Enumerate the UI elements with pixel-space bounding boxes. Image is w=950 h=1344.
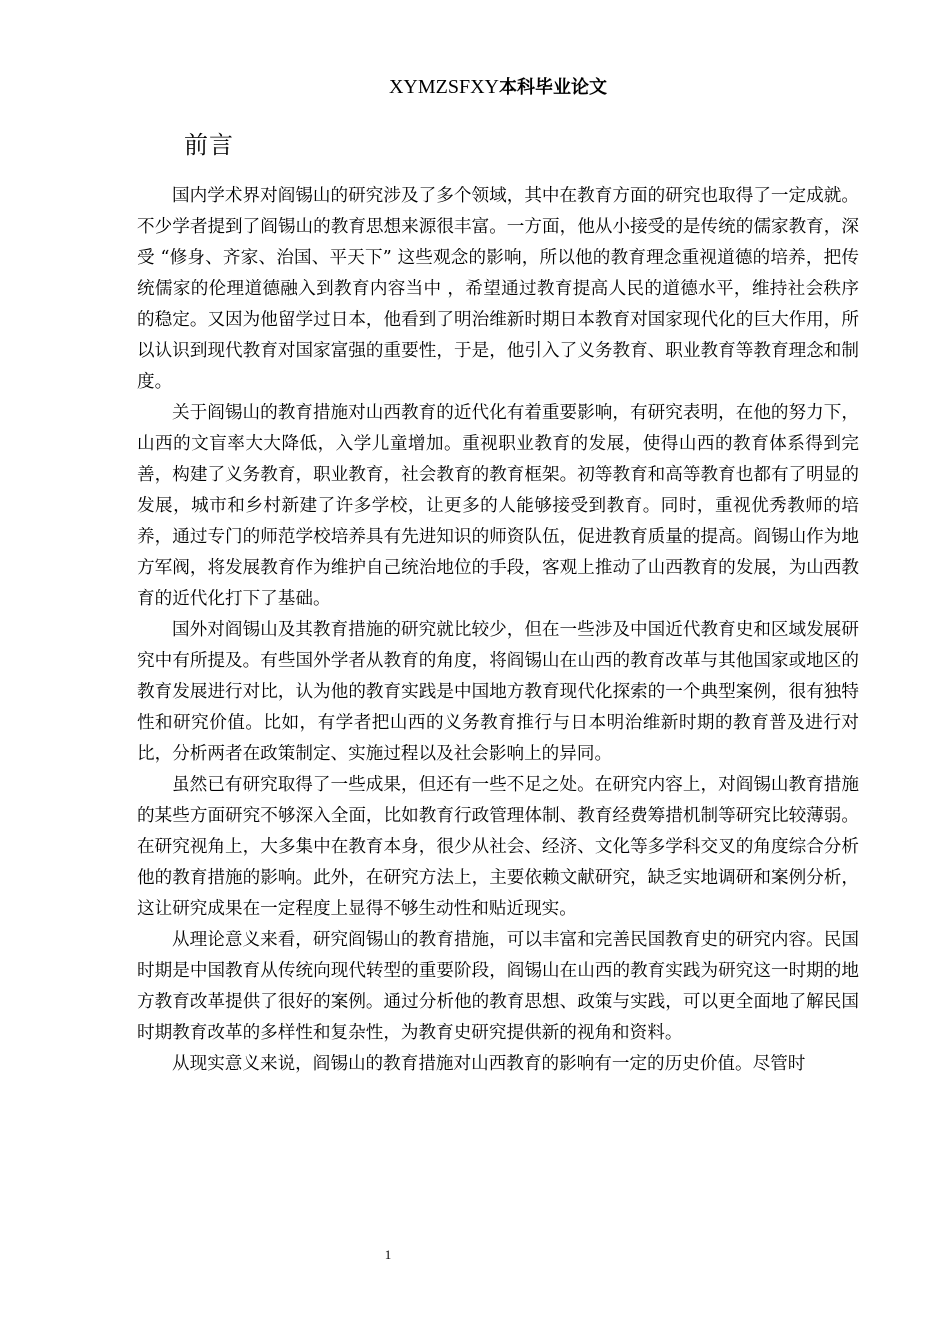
paragraph: 虽然已有研究取得了一些成果，但还有一些不足之处。在研究内容上，对阎锡山教育措施的某些方面研究不够深入全面，比如教育行政管理体制、教育经费筹措机制等研究比较薄弱。在研究视角上，大多集中在教育本身，很少从社会、经济、文化等多学科交叉的角度综合分析他的教育措施的影响。此外，在研究方法上，主要依赖文献研究，缺乏实地调研和案例分析，这让研究成果在一定程度上显得不够生动性和贴近现实。	[137, 775, 859, 919]
body-text	[137, 181, 859, 1080]
paragraph: 关于阎锡山的教育措施对山西教育的近代化有着重要影响，有研究表明，在他的努力下，山西的文盲率大大降低，入学儿童增加。重视职业教育的发展，使得山西的教育体系得到完善，构建了义务教育，职业教育，社会教育的教育框架。初等教育和高等教育也都有了明显的发展，城市和乡村新建了许多学校，让更多的人能够接受到教育。同时，重视优秀教师的培养，通过专门的师范学校培养具有先进知识的师资队伍，促进教育质量的提高。阎锡山作为地方军阀，将发展教育作为维护自己统治地位的手段，客观上推动了山西教育的发展，为山西教育的近代化打下了基础。	[137, 403, 859, 609]
paragraph: 国内学术界对阎锡山的研究涉及了多个领域，其中在教育方面的研究也取得了一定成就。不少学者提到了阎锡山的教育思想来源很丰富。一方面，他从小接受的是传统的儒家教育，深受 “修身、齐家、治国、平天下” 这些观念的影响，所以他的教育理念重视道德的培养，把传统儒家的伦理道德融入到教育内容当中 ，希望通过教育提高人民的道德水平，维持社会秩序的稳定。又因为他留学过日本，他看到了明治维新时期日本教育对国家现代化的巨大作用，所以认识到现代教育对国家富强的重要性，于是，他引入了义务教育、职业教育等教育理念和制度。	[137, 186, 859, 392]
section-title: 前言	[184, 131, 234, 159]
header-code: XYMZSFXY	[388, 76, 500, 98]
paragraph: 国外对阎锡山及其教育措施的研究就比较少，但在一些涉及中国近代教育史和区域发展研究中有所提及。有些国外学者从教育的角度，将阎锡山在山西的教育改革与其他国家或地区的教育发展进行对比，认为他的教育实践是中国地方教育现代化探索的一个典型案例，很有独特性和研究价值。比如，有学者把山西的义务教育推行与日本明治维新时期的教育普及进行对比，分析两者在政策制定、实施过程以及社会影响上的异同。	[137, 620, 859, 764]
paragraph: 从现实意义来说，阎锡山的教育措施对山西教育的影响有一定的历史价值。尽管时	[172, 1054, 806, 1074]
paragraph: 从理论意义来看，研究阎锡山的教育措施，可以丰富和完善民国教育史的研究内容。民国时期是中国教育从传统向现代转型的重要阶段，阎锡山在山西的教育实践为研究这一时期的地方教育改革提供了很好的案例。通过分析他的教育思想、政策与实践，可以更全面地了解民国时期教育改革的多样性和复杂性，为教育史研究提供新的视角和资料。	[137, 930, 859, 1043]
running-header	[0, 74, 950, 101]
header-title: 本科毕业论文	[499, 77, 608, 98]
page-number: 1	[384, 1247, 392, 1262]
